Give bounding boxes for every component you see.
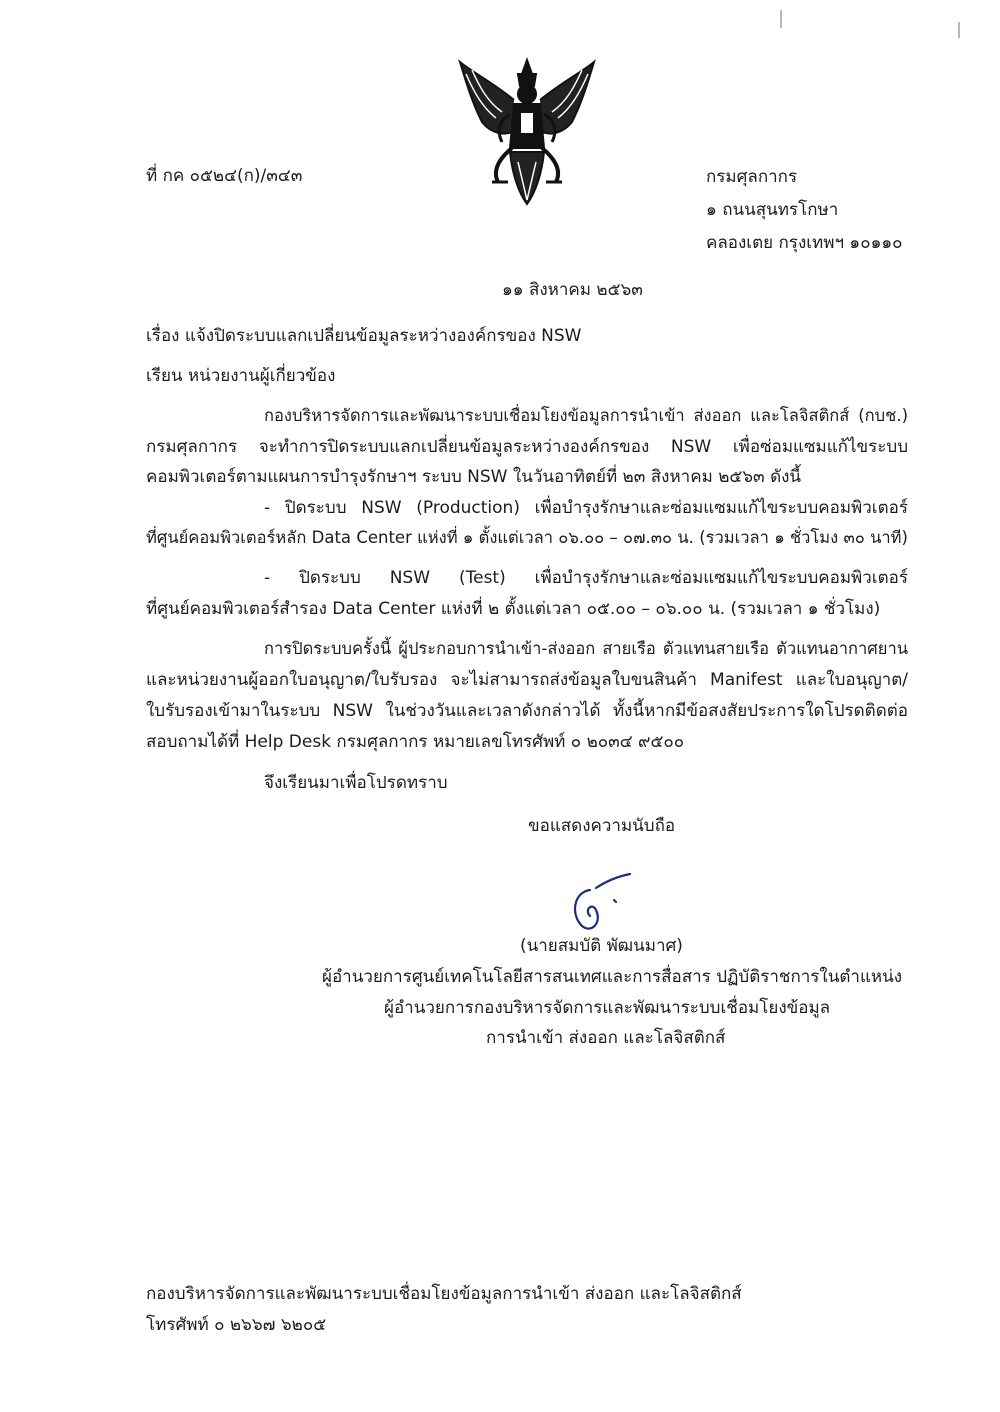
paragraph-1-line: คอมพิวเตอร์ตามแผนการบำรุงรักษาฯ ระบบ NSW ในวันอาทิตย์ที่ ๒๓ สิงหาคม ๒๕๖๓ ดังนี้ <box>146 467 802 487</box>
closing-line: จึงเรียนมาเพื่อโปรดทราบ <box>264 773 448 793</box>
scan-mark <box>780 10 782 28</box>
handwritten-signature <box>560 870 640 940</box>
letter-date: ๑๑ สิงหาคม ๒๕๖๓ <box>502 280 643 300</box>
item-2-line: ที่ศูนย์คอมพิวเตอร์สำรอง Data Center แห่งที่ ๒ ตั้งแต่เวลา ๐๕.๐๐ – ๐๖.๐๐ น. (รวมเวลา ๑ ชั่วโมง) <box>146 599 881 619</box>
reference-number: ที่ กค ๐๕๒๔(ก)/๓๔๓ <box>146 166 303 186</box>
scan-mark <box>958 22 960 38</box>
paragraph-1-line: กรมศุลกากร จะทำการปิดระบบแลกเปลี่ยนข้อมูลระหว่างองค์กรของ NSW เพื่อซ่อมแซมแก้ไขระบบ <box>146 437 908 457</box>
paragraph-2-line: สอบถามได้ที่ Help Desk กรมศุลกากร หมายเลขโทรศัพท์ ๐ ๒๐๓๔ ๙๕๐๐ <box>146 732 685 752</box>
agency-address-line-2: คลองเตย กรุงเทพฯ ๑๐๑๑๐ <box>706 233 903 253</box>
paragraph-1-line: กองบริหารจัดการและพัฒนาระบบเชื่อมโยงข้อมูลการนำเข้า ส่งออก และโลจิสติกส์ (กบช.) <box>264 406 908 425</box>
item-2-line: - ปิดระบบ NSW (Test) เพื่อบำรุงรักษาและซ่อมแซมแก้ไขระบบคอมพิวเตอร์ <box>264 568 908 588</box>
signatory-title-line-2: ผู้อำนวยการกองบริหารจัดการและพัฒนาระบบเชื่อมโยงข้อมูล <box>384 998 831 1018</box>
agency-address-line-1: ๑ ถนนสุนทรโกษา <box>706 200 839 220</box>
signatory-name: (นายสมบัติ พัฒนมาศ) <box>520 936 683 956</box>
paragraph-2-line: การปิดระบบครั้งนี้ ผู้ประกอบการนำเข้า-ส่งออก สายเรือ ตัวแทนสายเรือ ตัวแทนอากาศยาน <box>264 639 908 658</box>
closing-salutation: ขอแสดงความนับถือ <box>528 816 676 836</box>
signatory-title-line-3: การนำเข้า ส่งออก และโลจิสติกส์ <box>486 1028 726 1048</box>
item-1-line: ที่ศูนย์คอมพิวเตอร์หลัก Data Center แห่งที่ ๑ ตั้งแต่เวลา ๐๖.๐๐ – ๐๗.๓๐ น. (รวมเวลา ๑ ชั่วโมง ๓๐ นาที) <box>146 528 908 547</box>
paragraph-2-line: และหน่วยงานผู้ออกใบอนุญาต/ใบรับรอง จะไม่สามารถส่งข้อมูลใบขนสินค้า Manifest และใบอนุญาต/ <box>146 670 908 690</box>
signatory-title-line-1: ผู้อำนวยการศูนย์เทคโนโลยีสารสนเทศและการสื่อสาร ปฏิบัติราชการในตำแหน่ง <box>322 967 903 987</box>
subject-line: เรื่อง แจ้งปิดระบบแลกเปลี่ยนข้อมูลระหว่างองค์กรของ NSW <box>146 326 582 346</box>
footer-department: กองบริหารจัดการและพัฒนาระบบเชื่อมโยงข้อมูลการนำเข้า ส่งออก และโลจิสติกส์ <box>146 1284 742 1304</box>
paragraph-2-line: ใบรับรองเข้ามาในระบบ NSW ในช่วงวันและเวลาดังกล่าวได้ ทั้งนี้หากมีข้อสงสัยประการใดโปรดติดต่อ <box>146 701 908 721</box>
agency-name: กรมศุลกากร <box>706 167 798 187</box>
item-1-line: - ปิดระบบ NSW (Production) เพื่อบำรุงรักษาและซ่อมแซมแก้ไขระบบคอมพิวเตอร์ <box>264 498 908 518</box>
recipient-line: เรียน หน่วยงานผู้เกี่ยวข้อง <box>146 366 336 386</box>
footer-phone: โทรศัพท์ ๐ ๒๖๖๗ ๖๒๐๕ <box>146 1315 327 1335</box>
garuda-emblem-icon <box>452 52 602 212</box>
